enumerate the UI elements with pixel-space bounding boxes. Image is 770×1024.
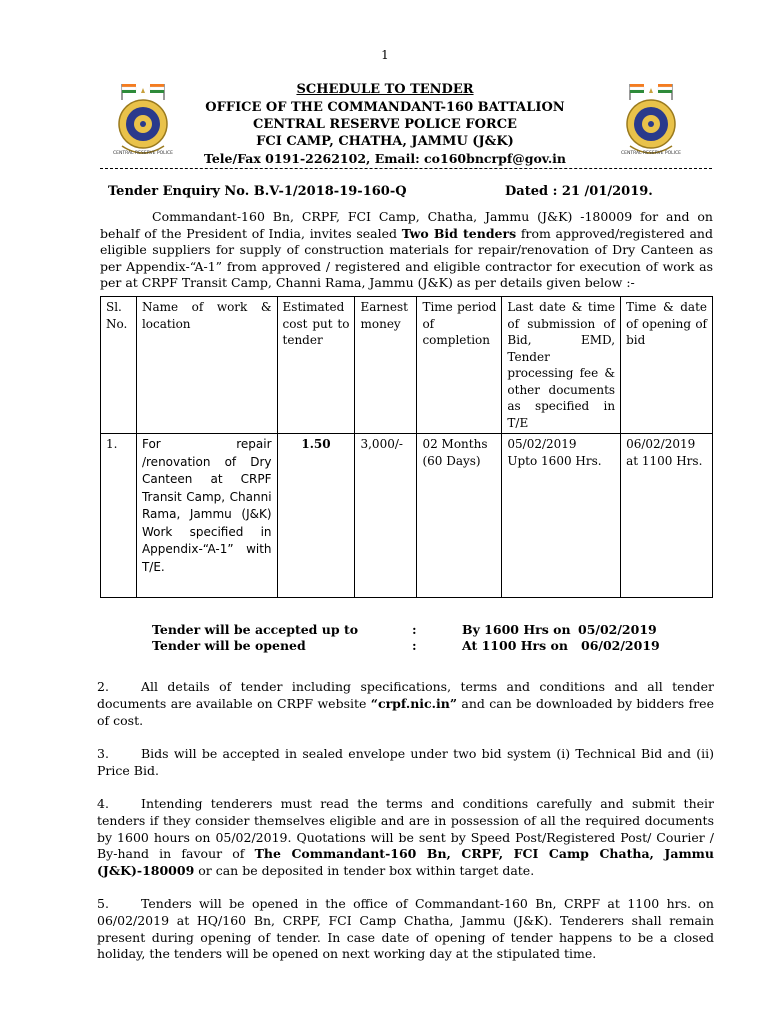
paragraph-3: [97, 746, 714, 780]
row-last-date: [502, 434, 621, 598]
table-header-row: [101, 297, 713, 434]
paragraph-3-text: Bids will be accepted in sealed envelope under two bid system (i) Technical Bid and (ii) Price Bid.: [97, 746, 714, 778]
opened-time: At 1100 Hrs on: [462, 638, 568, 653]
paragraph-4-number: 4.: [97, 796, 109, 811]
header-time-period: Time period of completion: [417, 297, 502, 434]
paragraph-4-text-a: Intending tenderers must read the terms and conditions carefully and submit their tenders if they consider themselves eligible and are in possession of all the required documents by 1600 hours on 05/02/2019. Quotations will be sent by Speed Post/Registered Post/ Courier / By-hand in favour of: [97, 796, 714, 862]
emblem-text-right: CENTRAL RESERVE POLICE: [620, 151, 682, 156]
table-row: [101, 434, 713, 598]
paragraph-2-number: 2.: [97, 679, 109, 694]
website-link: “crpf.nic.in”: [370, 695, 458, 711]
row-name-of-work: For repair /renovation of Dry Canteen at CRPF Transit Camp, Channi Rama, Jammu (J&K) Work specified in Appendix-“A-1” with T/E.: [136, 434, 277, 598]
header-last-date: Last date & time of submission of Bid, EMD, Tender processing fee & other documents as specified in T/E: [502, 297, 621, 434]
accepted-colon: :: [412, 622, 417, 637]
header-divider: [100, 168, 712, 169]
row-time-period: [417, 434, 502, 598]
header-estimated-cost: Estimated cost put to tender: [277, 297, 355, 434]
row-earnest-money: 3,000/-: [355, 434, 417, 598]
accepted-date: 05/02/2019: [578, 622, 657, 637]
contact-line: Tele/Fax 0191-2262102, Email: co160bncrpf@gov.in: [203, 151, 567, 166]
header-earnest-money: Earnest money: [355, 297, 417, 434]
tender-enquiry-number: Tender Enquiry No. B.V-1/2018-19-160-Q: [108, 184, 407, 199]
paragraph-5-text: Tenders will be opened in the office of Commandant-160 Bn, CRPF at 1100 hrs. on 06/02/2019 at HQ/160 Bn, CRPF, FCI Camp Chatha, Jammu (J&K). Tenderers shall remain present during opening of tender. In case date of opening of tender happens to be a closed holiday, the tenders will be opened on next working day at the stipulated time.: [97, 896, 714, 962]
row-opening-date-time: at 1100 Hrs.: [626, 453, 703, 468]
accepted-label: Tender will be accepted up to: [152, 622, 359, 637]
paragraph-5: [97, 896, 714, 963]
opened-label: Tender will be opened: [152, 638, 306, 653]
paragraph-2: [97, 679, 714, 729]
row-time-months: 02 Months: [422, 437, 488, 451]
paragraph-5-number: 5.: [97, 896, 109, 911]
row-opening-date: [621, 434, 713, 598]
tender-table: [100, 296, 713, 598]
page-number: 1: [381, 48, 389, 62]
row-opening-date-date: 06/02/2019: [626, 437, 696, 451]
force-name: CENTRAL RESERVE POLICE FORCE: [253, 117, 517, 132]
row-sl: 1.: [101, 434, 137, 598]
intro-text-2: from approved/registered and eligible suppliers for supply of construction materials for repair/renovation of Dry Canteen as per Appendix-“A-1” from approved / registered and eligible contractor for execution of work as per at CRPF Transit Camp, Channi Rama, Jammu (J&K) as per details given below :-: [100, 225, 713, 291]
paragraph-4-bold: The Commandant-160 Bn, CRPF, FCI Camp Chatha, Jammu (J&K)-180009: [97, 846, 714, 879]
office-name: OFFICE OF THE COMMANDANT-160 BATTALION: [205, 100, 565, 115]
header-opening-date: Time & date of opening of bid: [621, 297, 713, 434]
document-title: SCHEDULE TO TENDER: [296, 82, 474, 97]
paragraph-2-text-a: All details of tender including specifications, terms and conditions and all tender documents are available on CRPF website: [97, 679, 714, 711]
paragraph-4-text-b: or can be deposited in tender box within target date.: [194, 863, 535, 879]
row-estimated-cost: 1.50: [277, 434, 355, 598]
row-last-date-time: Upto 1600 Hrs.: [507, 453, 602, 468]
header-sl: Sl. No.: [101, 297, 137, 434]
accepted-time: By 1600 Hrs on: [462, 622, 571, 637]
paragraph-2-text-b: and can be downloaded by bidders free of cost.: [97, 695, 714, 728]
camp-address: FCI CAMP, CHATHA, JAMMU (J&K): [256, 134, 514, 149]
row-time-days: (60 Days): [422, 453, 481, 468]
intro-bold: Two Bid tenders: [401, 225, 517, 241]
intro-text-1: Commandant-160 Bn, CRPF, FCI Camp, Chatha, Jammu (J&K) -180009 for and on behalf of the President of India, invites sealed: [100, 209, 713, 241]
paragraph-3-number: 3.: [97, 746, 109, 761]
intro-paragraph: [100, 209, 713, 292]
row-last-date-date: 05/02/2019: [507, 437, 577, 451]
opened-colon: :: [412, 638, 417, 653]
header-name-of-work: Name of work & location: [136, 297, 277, 434]
paragraph-4: [97, 796, 714, 880]
opened-date: 06/02/2019: [581, 638, 660, 653]
emblem-text-left: CENTRAL RESERVE POLICE: [112, 151, 174, 156]
tender-date: Dated : 21 /01/2019.: [505, 184, 653, 199]
